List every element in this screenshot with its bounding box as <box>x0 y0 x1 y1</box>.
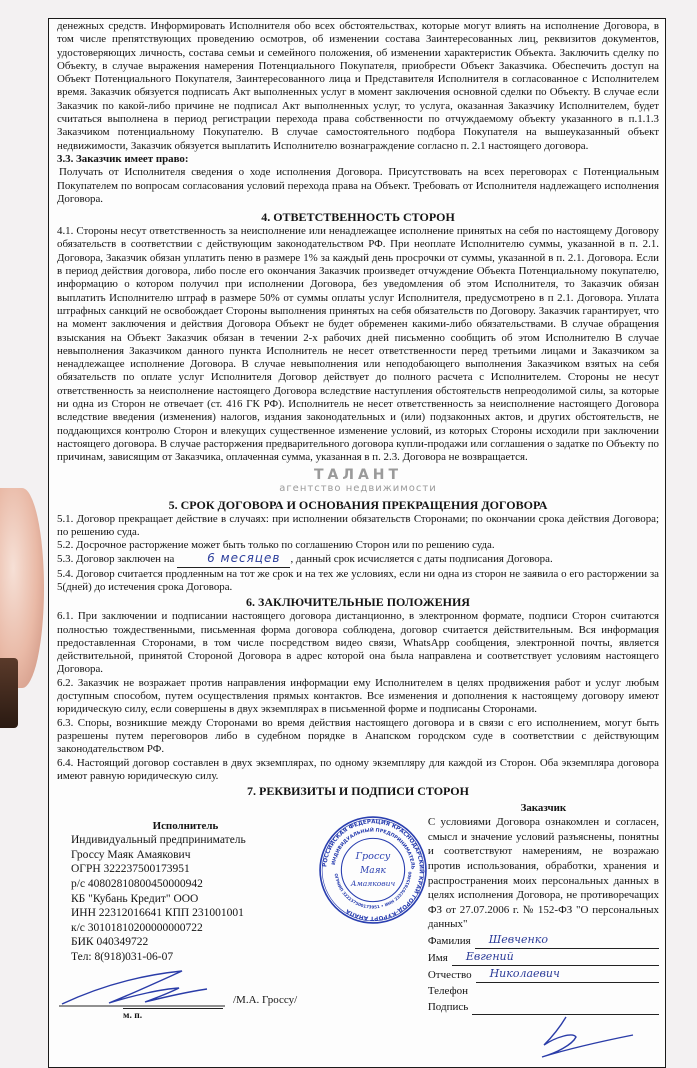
watermark-logo: ТАЛАНТ <box>313 466 403 483</box>
watermark-subtitle: агентство недвижимости <box>279 482 437 494</box>
customer-field-name <box>428 949 659 966</box>
executor-line: ИНН 22312016641 КПП 231001001 <box>71 907 244 920</box>
clause-5-1: 5.1. Договор прекращает действие в случаях: при исполнении обязательств Сторонами; по окончании срока действия Договора; по решению суда. <box>57 512 659 538</box>
field-line <box>475 932 659 949</box>
executor-line: Индивидуальный предприниматель <box>71 834 246 847</box>
clause-3-3-text: Получать от Исполнителя сведения о ходе исполнения Договора. Присутствовать на всех переговорах с Потенциальным Покупателем по вопросам согласования условий перехода права на Объект. Требовать от Исполнителя надлежащего исполнения Договора. <box>57 166 659 205</box>
company-stamp-icon <box>318 815 428 925</box>
executor-line: Гроссу Маяк Амаякович <box>71 848 191 861</box>
executor-line: Тел: 8(918)031-06-07 <box>71 950 174 963</box>
field-label: Телефон <box>427 984 469 997</box>
clause-3-2-continued: денежных средств. Информировать Исполнителя обо всех обстоятельствах, которые могут влиять на исполнение Договора, в том числе препятствующих проведению осмотров, об изменении состава Заинтересованных лиц, реквизитов документов, удостоверяющих личность, состава семьи и семейного положения, об изменении характеристик Объекта. Заключить сделку по Объекту, в случае выражения намерения Потенциального Покупателя, приобрести Объект Заказчика. Обеспечить доступ на Объект Потенциального Покупателя, Заинтересованного лица и Представителя Исполнителя в согласованное с Исполнителем время. Заказчик обязуется подписать Акт выполненных услуг в момент заключения основной сделки по Объекту. В случае если Заказчик по какой-либо причине не подписал Акт выполненных услуг, то услуга, оказанная Заказчику Исполнителем, будет считаться выполнена в период регистрации перехода права собственности по отчуждаемому объекту указанного в п.1.1.3 Заказчиком потенциальному Покупателю. В случае самостоятельного подбора Покупателя на вышеуказанный объект недвижимости, Заказчик обязуется выплатить Исполнителю вознаграждение согласно п. 2.1 настоящего договора. <box>57 20 659 152</box>
executor-line: к/с 30101810200000000722 <box>71 921 203 934</box>
customer-field-phone <box>428 983 659 999</box>
clause-5-2: 5.2. Досрочное расторжение может быть только по соглашению Сторон или по решению суда. <box>57 539 495 552</box>
customer-field-signature <box>428 999 659 1015</box>
contract-page <box>48 18 666 1068</box>
photo-edge-decoration <box>0 488 40 728</box>
watermark-row <box>57 467 659 496</box>
executor-line: ОГРН 322237500173951 <box>71 863 190 876</box>
section-5-heading: 5. СРОК ДОГОВОРА И ОСНОВАНИЯ ПРЕКРАЩЕНИЯ ДОГОВОРА <box>168 497 548 512</box>
term-handwritten: 6 месяцев <box>207 551 281 566</box>
executor-title: Исполнитель <box>152 820 219 833</box>
customer-title: Заказчик <box>520 802 567 815</box>
customer-block <box>428 801 659 1059</box>
section-7-heading: 7. РЕКВИЗИТЫ И ПОДПИСИ СТОРОН <box>247 784 469 799</box>
agency-watermark <box>279 467 436 495</box>
customer-consent: С условиями Договора ознакомлен и согласен, смысл и значение условий разъяснены, понятны и соответствуют намерениям, не возражаю против использования, обработки, хранения и распространения моих персональных данных в целях исполнения Договора, не противоречащих ФЗ от 27.07.2006 г. № 152-ФЗ "О персональных данных" <box>427 816 659 931</box>
section-4-heading: 4. ОТВЕТСТВЕННОСТЬ СТОРОН <box>261 210 455 225</box>
customer-field-patronymic <box>428 966 659 983</box>
section-6-heading: 6. ЗАКЛЮЧИТЕЛЬНЫЕ ПОЛОЖЕНИЯ <box>246 595 470 610</box>
executor-signature-name: /М.А. Гроссу/ <box>233 994 298 1007</box>
field-label: Подпись <box>427 1000 469 1013</box>
svg-text:ОГРНИП 322237500173951 • ИНН 2 <box>333 871 412 909</box>
field-line <box>452 949 659 966</box>
stamp-center-line: Гроссу <box>355 851 391 863</box>
customer-field-surname <box>428 932 659 949</box>
clause-6-2: 6.2. Заказчик не возражает против направления информации ему Исполнителем в целях продвижения работ и услуг любым доступным способом, путем осуществления прямых контактов. Все изменения и дополнения к настоящему договору имеют юридическую силу, если совершены в двух экземплярах в письменной форме и подписаны Сторонами. <box>57 676 659 716</box>
clause-3-3-title: 3.3. Заказчик имеет право: <box>57 152 189 165</box>
clause-6-3: 6.3. Споры, возникшие между Сторонами во время действия настоящего договора и в связи с его исполнением, могут быть разрешены путем переговоров либо в судебном порядке в Анапском городском суде в соответствии с действующим законодательством РФ. <box>57 716 659 756</box>
clause-6-4: 6.4. Настоящий договор составлен в двух экземплярах, по одному экземпляру для каждой из Сторон. Оба экземпляра договора имеют равную юридическую силу. <box>57 756 659 782</box>
term-fill-in-line <box>177 552 290 567</box>
stamp-center-line: Амаякович <box>350 878 396 888</box>
signatures-block <box>57 801 659 1059</box>
field-line <box>476 966 659 983</box>
field-label: Отчество <box>427 968 472 981</box>
executor-line: р/с 40802810800450000942 <box>71 877 203 890</box>
finger-shadow <box>0 658 18 728</box>
stamp-center-line: Маяк <box>359 865 386 876</box>
stamp-outer-text: РОССИЙСКАЯ ФЕДЕРАЦИЯ КРАСНОДАРСКИЙ КРАЙ ГОРОД-КУРОРТ АНАПА <box>322 819 424 921</box>
field-handwritten: Евгений <box>465 949 514 963</box>
executor-row <box>57 833 314 964</box>
clause-5-4: 5.4. Договор считается продленным на тот же срок и на тех же условиях, если ни одна из сторон не заявила о его расторжении за 5(дней) до истечения срока Договора. <box>57 567 659 593</box>
field-handwritten: Николаевич <box>489 966 560 980</box>
finger-edge <box>0 488 44 688</box>
field-label: Фамилия <box>427 934 471 947</box>
clause-5-3 <box>57 552 659 567</box>
stamp-bottom-text: ОГРНИП 322237500173951 • ИНН 233707815400 <box>333 871 413 910</box>
clause-5-3-after: , данный срок исчисляется с даты подписания Договора. <box>290 553 553 566</box>
stamp-inner-text: ИНДИВИДУАЛЬНЫЙ ПРЕДПРИНИМАТЕЛЬ <box>331 828 415 870</box>
field-handwritten: Шевченко <box>488 932 548 946</box>
field-label: Имя <box>427 951 448 964</box>
executor-signature-row <box>57 968 314 1008</box>
field-line <box>472 999 659 1015</box>
stamp-place-label: м. п. <box>123 1008 223 1021</box>
customer-signature-icon <box>518 1015 638 1059</box>
executor-signature-icon <box>57 968 227 1008</box>
clause-5-3-before: 5.3. Договор заключен на <box>57 553 175 566</box>
executor-block <box>57 801 314 1021</box>
clause-6-1: 6.1. При заключении и подписании настоящего договора дистанционно, в электронном формате, подписи Сторон считаются полностью тождественными, письменная форма договора соблюдена, договор считается действительным. Вся информация предоставленная Сторонами, в том числе посредством видео связи, WhatsApp сообщения, электронной почты, является действительной, принятой Стороной Договора в адрес которой она была направлена и соответствует условиям настоящего Договора. <box>57 610 659 676</box>
executor-line: КБ "Кубань Кредит" ООО <box>71 892 199 905</box>
executor-details <box>57 833 246 964</box>
section-4-text: 4.1. Стороны несут ответственность за неисполнение или ненадлежащее исполнение принятых на себя по настоящему Договору обязательств в соответствии с действующим законодательством РФ. При неоплате Исполнителю суммы, указанной в п. 2.1. Договора, Заказчик обязан уплатить пеню в размере 1% за каждый день просрочки от суммы, указанной в п. 2.1. Договора. Если в период действия договора, либо после его окончания Заказчик произведет отчуждение Объекта Потенциальному покупателю, информацию о котором получил при исполнении Договора, без уведомления об этом Исполнителя, то Заказчик обязан выплатить Исполнителю штраф в размере 50% от суммы оплаты услуг Исполнителя, предусмотрено в п 2.1. Договора. Уплата штрафных санкций не освобождает Стороны выполнения принятых на себя обязательств по Договору. Заказчик гарантирует, что на момент заключения и действия Договора Объект не будет обременен какими-либо обязательствами. В случае обращения взыскания на Объект Заказчик обязан в течении 2-х рабочих дней письменно сообщить об этом Исполнителю В случае невыполнения Заказчиком данного пункта Исполнитель не несет ответственности перед третьими лицами и Заказчиком за ненадлежащее исполнение Договора. В случае невыполнения или неподобающего выполнения Заказчиком взятых на себя обязательств по оплате услуг Исполнителя Договор действует до полного расчета с Исполнителем. Стороны не несут ответственность за неисполнение настоящего Договора вследствие наступления обстоятельств непреодолимой силы, за которые ни одна из Сторон не отвечает (ст. 416 ГК РФ). Исполнитель не несет ответственность за неисполнение настоящего Договора вследствие введения (изменения) налогов, издания законодательных и (или) подзаконных актов, и других обстоятельств, не поддающихся контролю Сторон и влекущих существенное изменение условий, из которых Стороны исходили при заключении настоящего договора. В случае расторжения предварительного договора купли-продажи или соглашения о задатке по Объекту по причинам, зависящим от Заказчика, оплаченная сумма, указанная в п. 2.3. Договора не возвращается. <box>57 225 659 464</box>
executor-line: БИК 040349722 <box>71 936 149 949</box>
